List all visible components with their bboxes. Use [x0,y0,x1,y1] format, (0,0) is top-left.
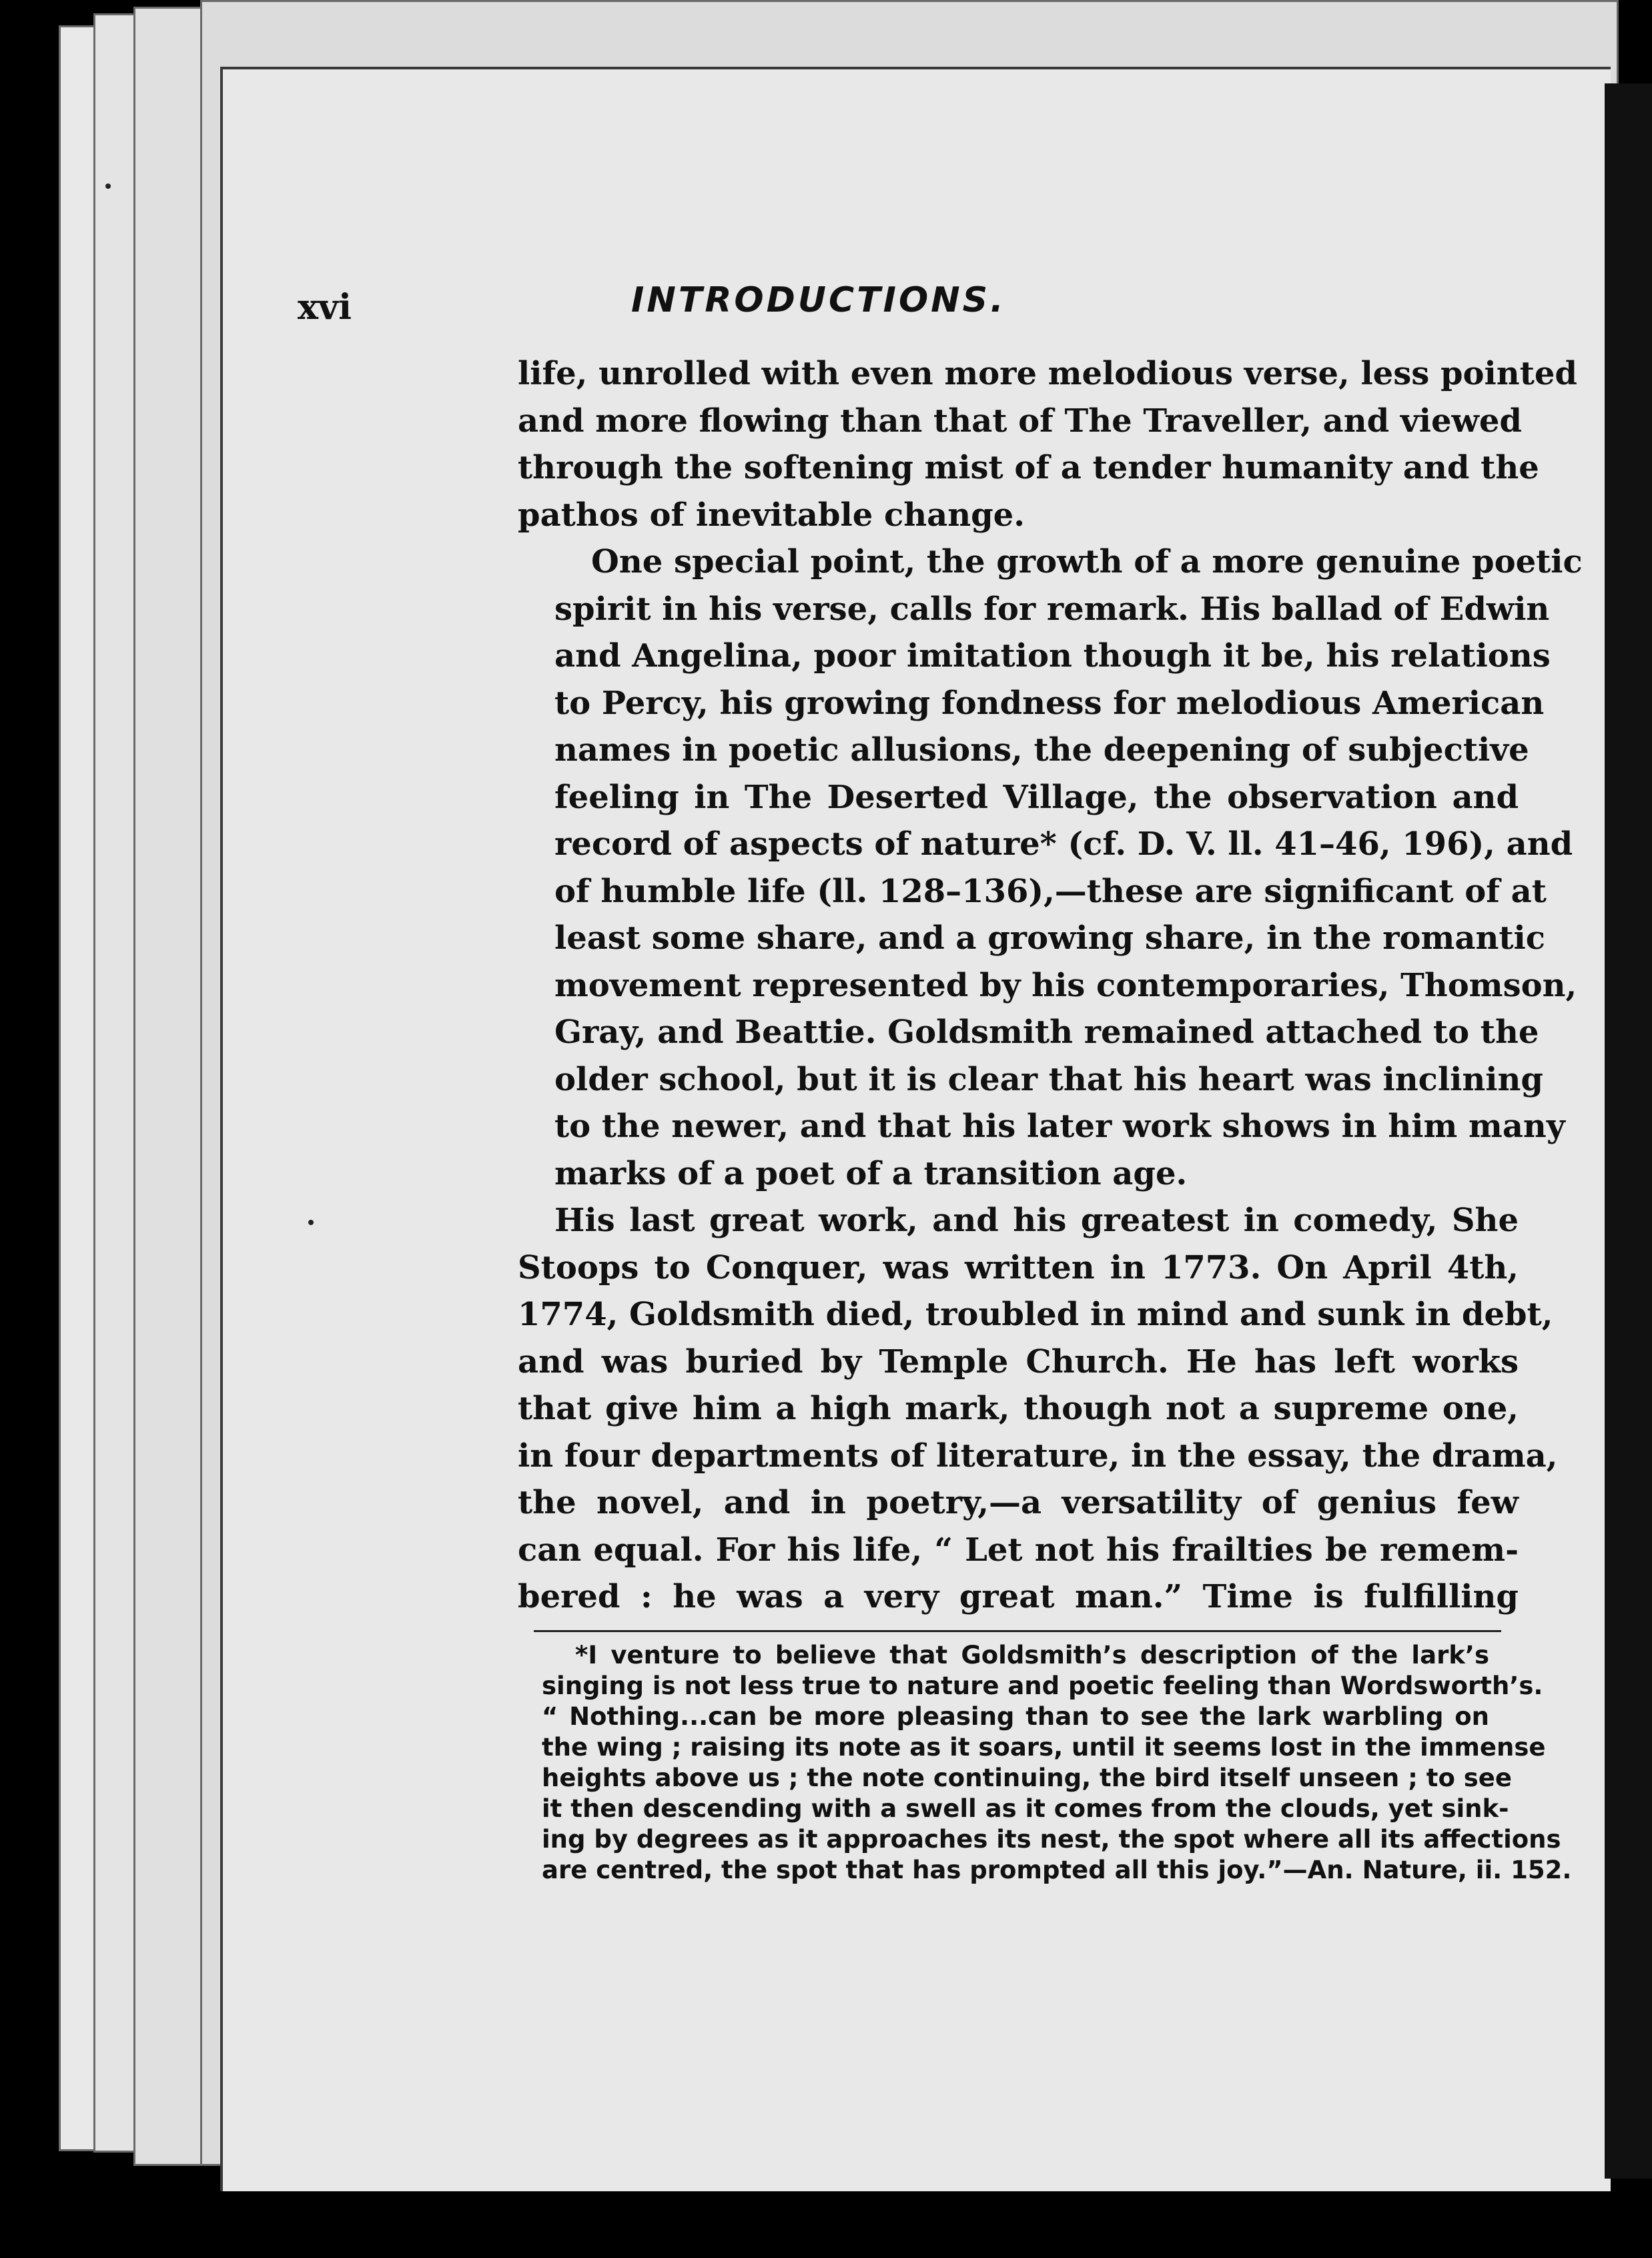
footnote-rule [534,1630,1501,1632]
footnote-line: singing is not less true to nature and poetic feeling than Wordsworth’s. [542,1671,1543,1700]
text-line: through the softening mist of a tender humanity and the [518,449,1539,486]
text-line: life, unrolled with even more melodious verse, less pointed [518,355,1577,392]
text-line: and Angelina, poor imitation though it be, his relations [554,637,1551,675]
text-line: least some share, and a growing share, in the romantic [554,919,1545,957]
text-line: of humble life (ll. 128–136),—these are significant of at [554,872,1547,910]
footnote-line: it then descending with a swell as it comes from the clouds, yet sink- [542,1794,1509,1823]
text-line: and more flowing than that of The Traveller, and viewed [518,402,1522,440]
speck-mark [105,183,111,189]
text-line: to the newer, and that his later work shows in him many [554,1108,1565,1145]
running-title: INTRODUCTIONS. [631,280,1006,320]
text-line: movement represented by his contemporaries, Thomson, [554,966,1577,1004]
text-line: and was buried by Temple Church. He has left works [518,1343,1519,1381]
text-line: spirit in his verse, calls for remark. His ballad of Edwin [554,590,1550,628]
text-line: His last great work, and his greatest in comedy, She [554,1202,1519,1239]
text-line: One special point, the growth of a more genuine poetic [591,543,1583,581]
text-line: 1774, Goldsmith died, troubled in mind and sunk in debt, [518,1296,1553,1333]
footnote-line: the wing ; raising its note as it soars, until it seems lost in the immense [542,1733,1546,1762]
text-line: names in poetic allusions, the deepening of subjective [554,731,1529,769]
text-line: can equal. For his life, “ Let not his frailties be remem- [518,1531,1519,1569]
footnote-line: heights above us ; the note continuing, the bird itself unseen ; to see [542,1764,1512,1792]
body-text [518,350,1583,1621]
text-line: marks of a poet of a transition age. [554,1154,1188,1192]
text-line: in four departments of literature, in the essay, the drama, [518,1437,1558,1475]
text-line: Gray, and Beattie. Goldsmith remained attached to the [554,1014,1539,1051]
speck-mark [308,1220,314,1225]
page-number: xvi [298,287,352,328]
paragraph-3 [518,1197,1558,1621]
text-line: that give him a high mark, though not a supreme one, [518,1390,1519,1427]
page-shadow-edge [1605,83,1652,2179]
text-line: Stoops to Conquer, was written in 1773. On April 4th, [518,1248,1519,1286]
page-header [298,280,1539,334]
text-line: to Percy, his growing fondness for melodious American [554,684,1545,722]
text-line: the novel, and in poetry,—a versatility of genius few [518,1484,1519,1521]
text-line: pathos of inevitable change. [518,496,1025,534]
footnote [542,1640,1572,1886]
text-line: feeling in The Deserted Village, the observation and [554,778,1519,816]
footnote-line: “ Nothing...can be more pleasing than to see the lark warbling on [542,1702,1489,1731]
paragraph-2 [518,538,1583,1197]
footnote-line: are centred, the spot that has prompted all this joy.”—An. Nature, ii. 152. [542,1856,1572,1884]
text-line: bered : he was a very great man.” Time is fulfilling [518,1578,1519,1615]
footnote-line: ing by degrees as it approaches its nest, the spot where all its affections [542,1825,1561,1854]
text-line: record of aspects of nature* (cf. D. V. ll. 41–46, 196), and [554,825,1573,863]
footnote-line: *I venture to believe that Goldsmith’s description of the lark’s [575,1641,1489,1669]
paragraph-1 [518,350,1577,538]
text-line: older school, but it is clear that his heart was inclining [554,1060,1543,1098]
